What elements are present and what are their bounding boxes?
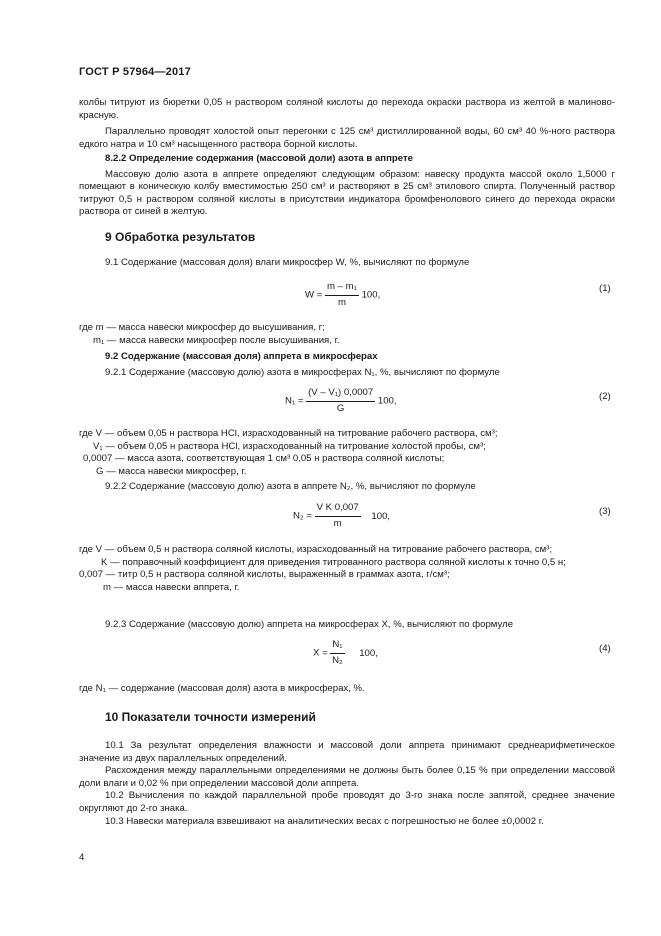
formula-1-number: (1)	[599, 283, 611, 294]
where-line: где N₁ — содержание (массовая доля) азота в микросферах, %.	[79, 683, 365, 694]
where-line: 0,0007 — масса азота, соответствующая 1 см³ 0,05 н раствора соляной кислоты;	[83, 453, 445, 465]
paragraph-blank-test: Параллельно проводят холостой опыт перегонки с 125 см³ дистиллированной воды, 60 см³ 40 %-ного раствора едкого натра и 10 см³ насыщенного раствора борной кислоты.	[79, 126, 615, 150]
formula-3-lhs: N₂ =	[293, 510, 312, 522]
formula-2-lhs: N₁ =	[285, 395, 304, 407]
section-9-1	[79, 257, 615, 270]
formula-1-denominator: m	[337, 296, 346, 308]
formula-1-lhs: W =	[305, 289, 323, 301]
formula-4-numerator: N₁	[330, 639, 344, 654]
section-10-3-text: 10.3 Навески материала взвешивают на аналитических весах с погрешностью не более ±0,0002 г.	[105, 815, 544, 827]
section-10-2-text: 10.2 Вычисления по каждой параллельной пробе проводят до 3-го знака после запятой, среднее значение округляют до 2-го знака.	[79, 790, 615, 814]
paragraph-continuation: колбы титруют из бюретки 0,05 н раствором соляной кислоты до перехода окраски раствора из желтой в малиново-красную.	[79, 97, 615, 121]
formula-4-fraction	[330, 639, 344, 667]
formula-4-tail: 100,	[359, 647, 378, 659]
formula-1	[305, 281, 380, 309]
section-9-2-2-text: 9.2.2 Содержание (массовую долю) азота в аппрете N₂, %, вычисляют по формуле	[105, 481, 476, 492]
where-line: K — поправочный коэффициент для приведения титрованного раствора соляной кислоты к точно 0,5 н;	[101, 556, 566, 568]
formula-2-fraction	[306, 387, 375, 415]
where-line: где m — масса навески микросфер до высушивания, г;	[79, 322, 325, 333]
section-9-title: 9 Обработка результатов	[105, 230, 256, 244]
formula-3-number: (3)	[599, 506, 611, 517]
where-line: m₁ — масса навески микросфер после высушивания, г.	[93, 334, 340, 346]
formula-4	[313, 639, 378, 667]
formula-2-number: (2)	[599, 391, 611, 402]
formula-3-denominator: m	[333, 517, 342, 529]
section-9-heading	[79, 229, 615, 245]
formula-2-tail: 100,	[377, 395, 397, 407]
formula-4-number: (4)	[599, 643, 611, 654]
section-10-1-text: 10.1 За результат определения влажности и массовой доли аппрета принимают среднеарифметическое значение из двух параллельных определений.	[79, 740, 615, 764]
document-header: ГОСТ Р 57964—2017	[79, 66, 191, 78]
formula-2-numerator: (V – V₁) 0,0007	[306, 387, 375, 402]
section-8-2-2-text: Массовую долю азота в аппрете определяют следующим образом: навеску продукта массой около 1,5000 г помещают в коническую колбу вместимостью 250 см³ и растворяют в 25 см³ этилового спирта. Полученный раствор титруют 0,5 н раствором соляной кислоты в присутствии индикатора бромфенолового синего до перехода окраски раствора от синей в желтую.	[79, 168, 615, 218]
section-10-title: 10 Показатели точности измерений	[105, 710, 316, 724]
section-9-1-text: 9.1 Содержание (массовая доля) влаги микросфер W, %, вычисляют по формуле	[105, 257, 470, 268]
section-9-2-title: 9.2 Содержание (массовая доля) аппрета в микросферах	[105, 351, 378, 362]
section-9-2-3	[79, 619, 615, 632]
where-line: m — масса навески аппрета, г.	[103, 581, 240, 593]
formula-1-where	[79, 322, 615, 347]
formula-3	[293, 502, 390, 530]
where-line: 0,007 — титр 0,5 н раствора соляной кислоты, выраженный в граммах азота, г/см³;	[79, 569, 450, 581]
formula-3-where	[79, 544, 615, 594]
formula-2	[285, 387, 397, 415]
section-10-1-text-2: Расхождения между параллельными определениями не должны быть более 0,15 % при определении массовой доли влаги и 0,02 % при определении массовой доли аппрета.	[79, 765, 615, 789]
where-line: где V — объем 0,5 н раствора соляной кислоты, израсходованный на титрование рабочего раствора, см³;	[79, 544, 553, 555]
section-9-2-1-text: 9.2.1 Содержание (массовую долю) азота в микросферах N₁, %, вычисляют по формуле	[105, 366, 500, 378]
formula-1-numerator: m – m₁	[325, 281, 359, 296]
where-line: G — масса навески микросфер, г.	[96, 465, 247, 477]
formula-1-fraction	[325, 281, 359, 309]
section-10-heading	[79, 709, 615, 725]
formula-3-fraction	[315, 502, 361, 530]
formula-4-denominator: N₂	[332, 654, 343, 666]
formula-2-where	[79, 428, 615, 478]
formula-3-tail: 100,	[371, 510, 391, 522]
page-number: 4	[79, 852, 85, 863]
section-8-2-2-title: 8.2.2 Определение содержания (массовой доли) азота в аппрете	[105, 153, 414, 164]
formula-2-denominator: G	[336, 402, 345, 414]
formula-3-numerator: V K 0,007	[315, 502, 361, 517]
section-9-2-2	[79, 481, 615, 494]
section-9-2	[79, 351, 615, 379]
formula-4-where	[79, 683, 615, 696]
formula-1-tail: 100,	[361, 289, 381, 301]
section-9-2-3-text: 9.2.3 Содержание (массовую долю) аппрета на микросферах X, %, вычисляют по формуле	[105, 619, 514, 630]
where-line: где V — объем 0,05 н раствора HCl, израсходованный на титрование рабочего раствора, см³;	[79, 428, 498, 439]
where-line: V₁ — объем 0,05 н раствора HCl, израсходованный на титрование холостой пробы, см³;	[93, 440, 486, 452]
section-8-continuation	[79, 97, 615, 151]
formula-4-lhs: X =	[313, 647, 328, 659]
section-10-body	[79, 740, 615, 828]
section-8-2-2	[79, 153, 615, 219]
